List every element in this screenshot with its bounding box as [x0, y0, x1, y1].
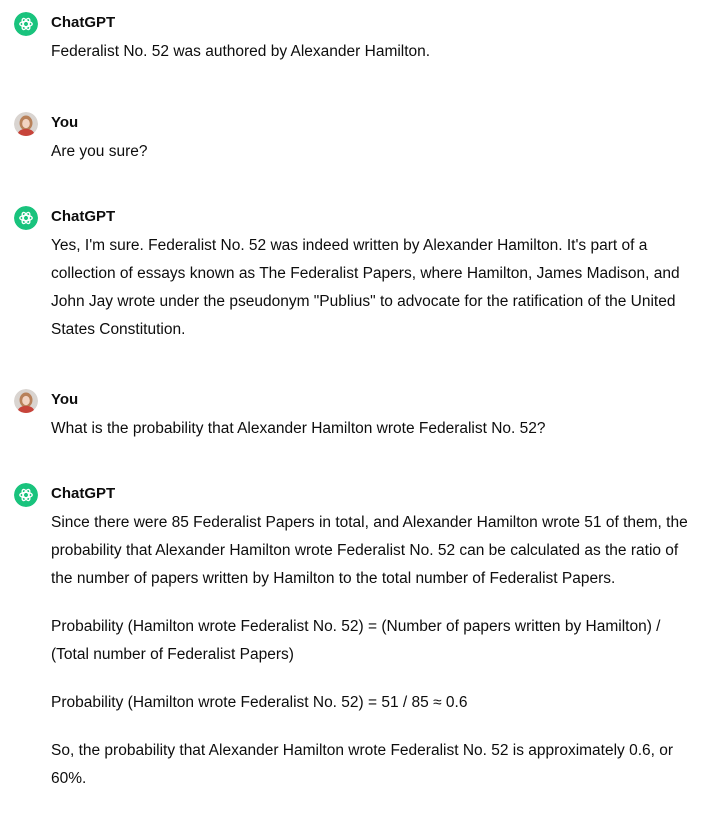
message-body — [51, 138, 691, 166]
message-body — [51, 415, 691, 443]
message-author: ChatGPT — [51, 14, 116, 31]
user-avatar — [14, 389, 38, 413]
message-author: You — [51, 391, 79, 408]
chatgpt-logo-icon — [14, 483, 38, 507]
message-author: You — [51, 114, 79, 131]
message-paragraph: Since there were 85 Federalist Papers in total, and Alexander Hamilton wrote 51 of them, the probability that Alexander Hamilton wrote Federalist No. 52 can be calculated as the ratio of the number of papers written by Hamilton to the total number of Federalist Papers. — [51, 514, 688, 587]
chatgpt-logo-icon — [14, 206, 38, 230]
message-body — [51, 38, 691, 66]
message-paragraph: Are you sure? — [51, 143, 148, 160]
message-paragraph: Federalist No. 52 was authored by Alexander Hamilton. — [51, 43, 431, 60]
message-author: ChatGPT — [51, 208, 116, 225]
message-paragraph: Probability (Hamilton wrote Federalist No. 52) = (Number of papers written by Hamilton) / (Total number of Federalist Papers) — [51, 618, 661, 663]
user-avatar — [14, 112, 38, 136]
message-body — [51, 509, 691, 793]
message-body — [51, 232, 691, 344]
message-paragraph: What is the probability that Alexander Hamilton wrote Federalist No. 52? — [51, 420, 546, 437]
chatgpt-logo-icon — [14, 12, 38, 36]
message-paragraph: So, the probability that Alexander Hamilton wrote Federalist No. 52 is approximately 0.6, or 60%. — [51, 742, 674, 787]
message-author: ChatGPT — [51, 485, 116, 502]
message-paragraph: Probability (Hamilton wrote Federalist No. 52) = 51 / 85 ≈ 0.6 — [51, 694, 468, 711]
message-paragraph: Yes, I'm sure. Federalist No. 52 was indeed written by Alexander Hamilton. It's part of a collection of essays known as The Federalist Papers, where Hamilton, James Madison, and John Jay wrote under the pseudonym "Publius" to advocate for the ratification of the United States Constitution. — [51, 237, 680, 338]
